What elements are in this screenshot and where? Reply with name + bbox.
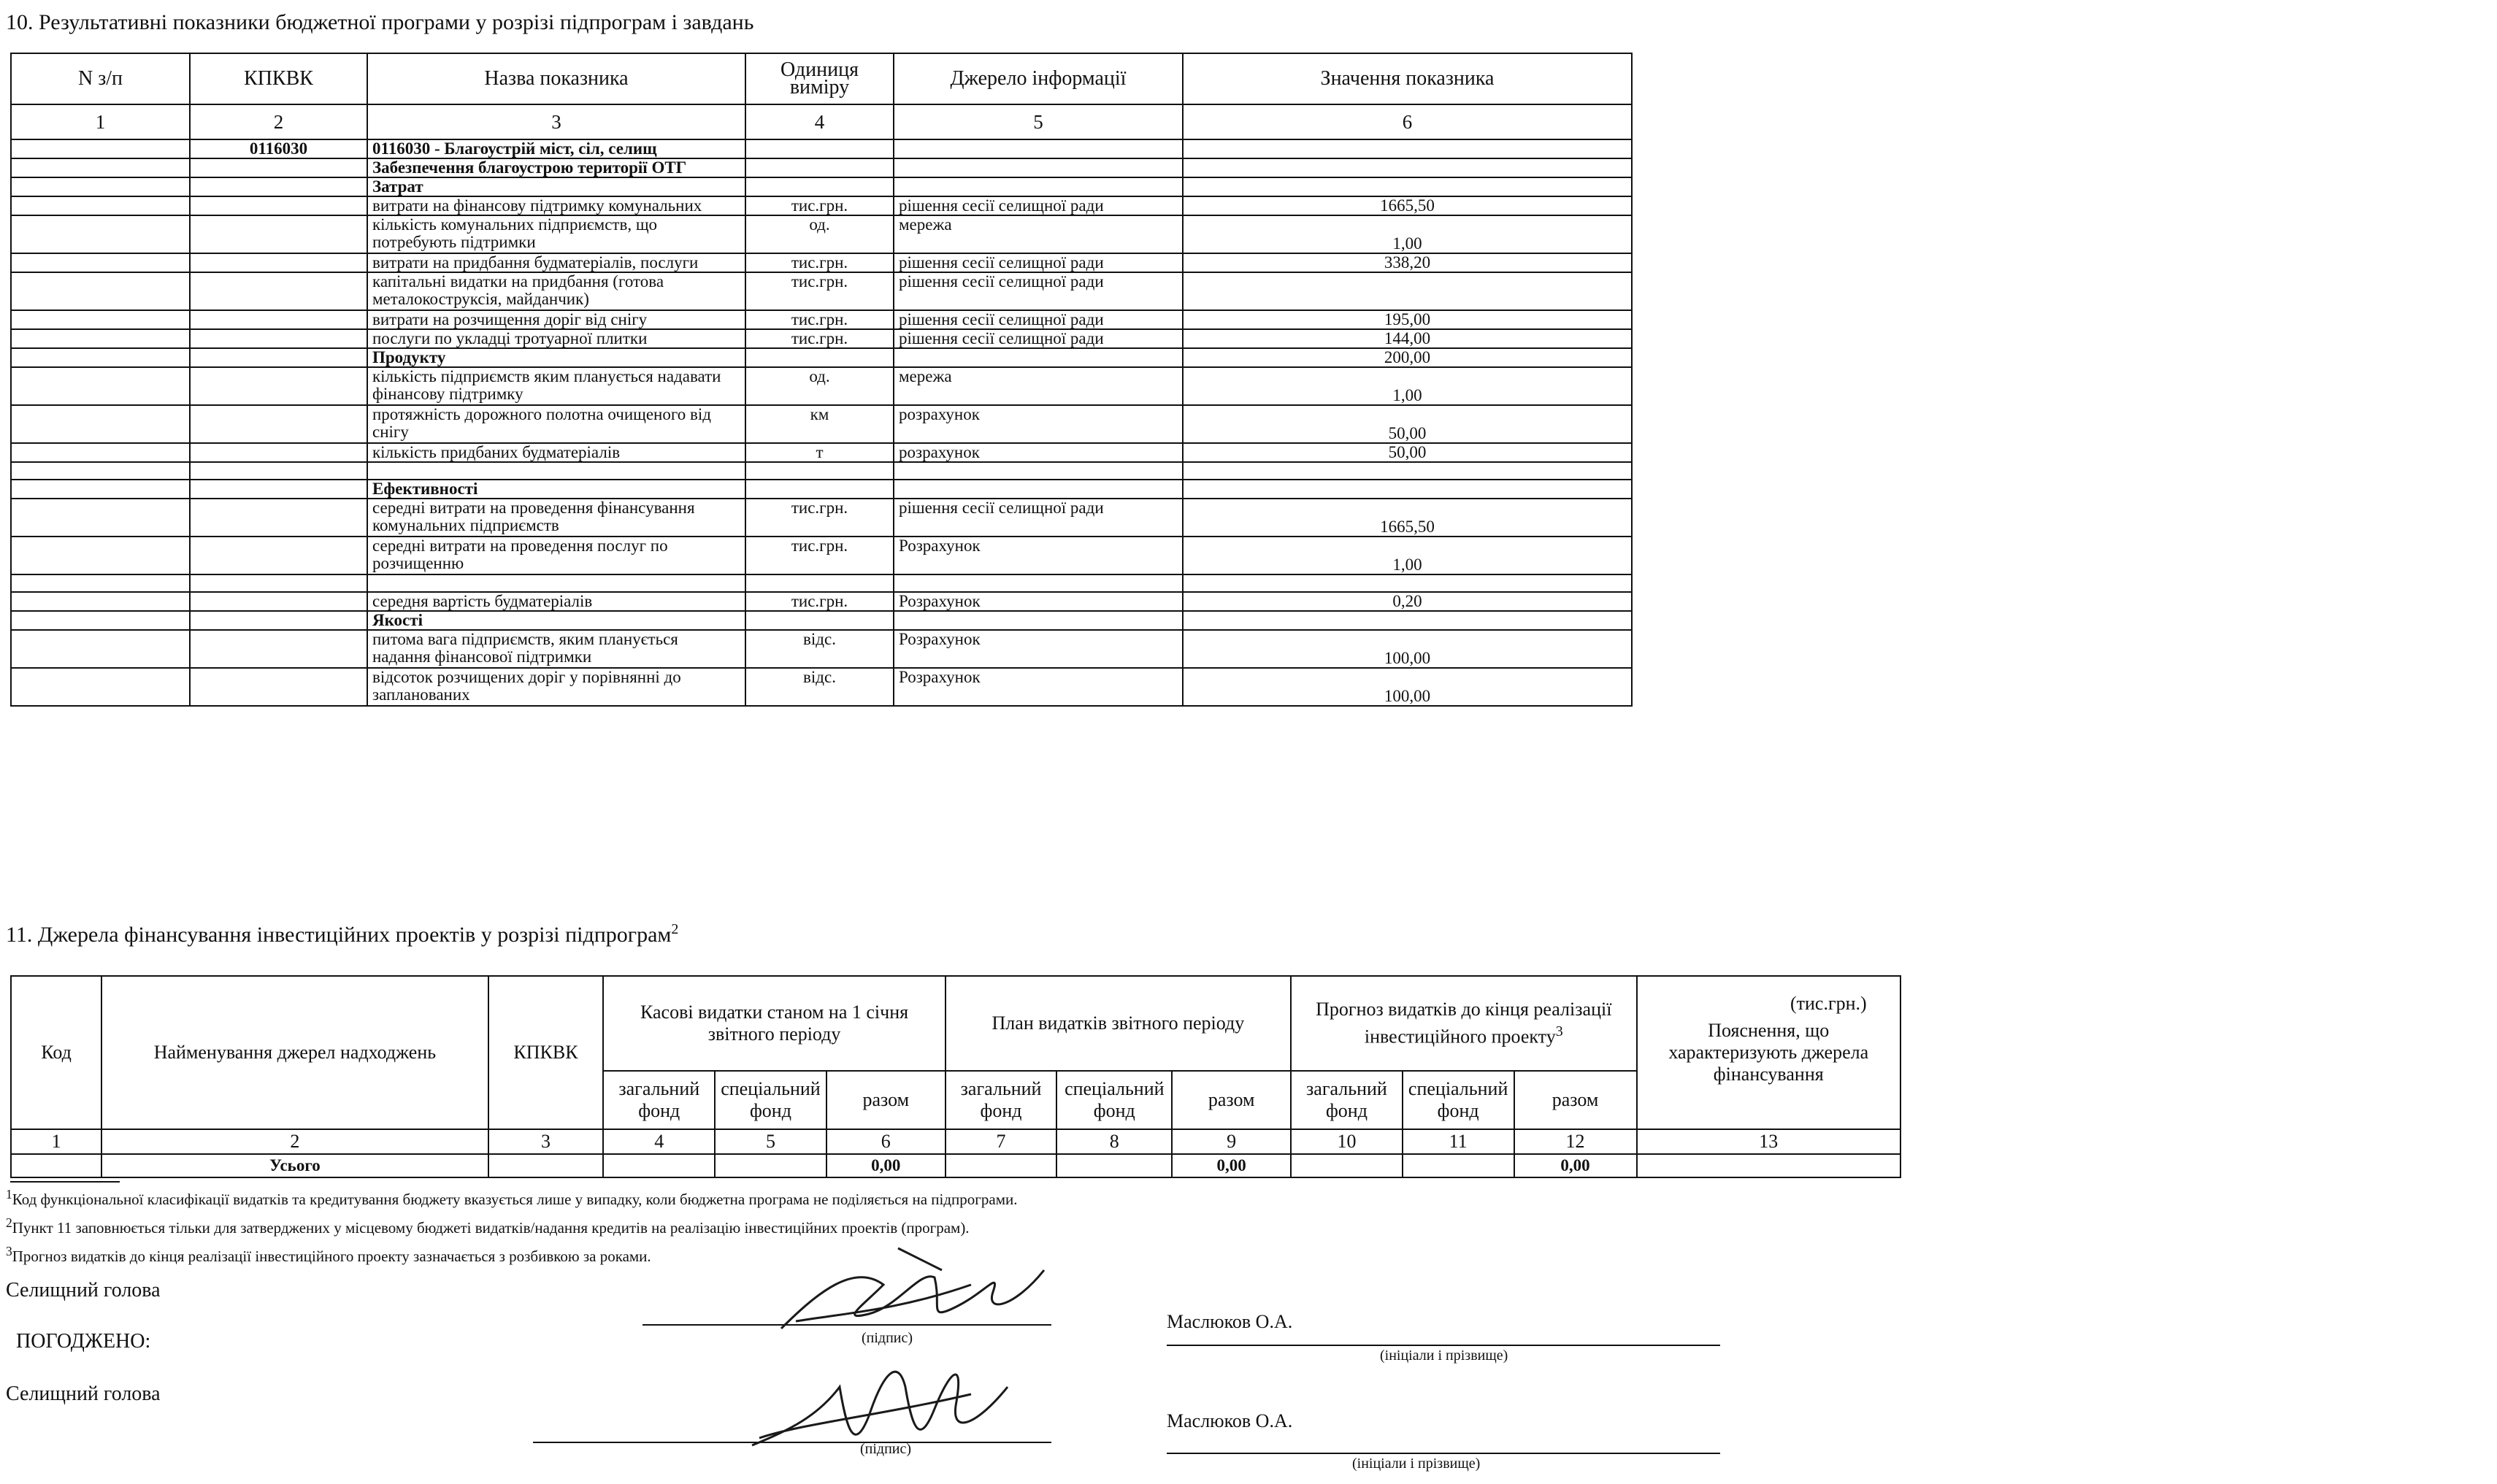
row-unit: тис.грн. bbox=[745, 253, 894, 272]
head2-title: Селищний голова bbox=[6, 1383, 161, 1405]
row-num bbox=[11, 499, 190, 537]
row-num bbox=[11, 668, 190, 706]
footnote-1: $^1$Код функціональної класифікації видатків та кредитування бюджету вказується лише у випадку, коли бюджетна програма не поділяється на підпрограми. bbox=[6, 1187, 1018, 1208]
initials-caption-1: (ініціали і прізвище) bbox=[1380, 1347, 1508, 1364]
row-source bbox=[894, 158, 1183, 177]
row-indicator-name: відсоток розчищених доріг у порівнянні до запланованих bbox=[367, 668, 745, 706]
row-value: 50,00 bbox=[1183, 443, 1632, 462]
row-kpkvk bbox=[190, 329, 367, 348]
header-code: Код bbox=[11, 976, 101, 1129]
head1-title: Селищний голова bbox=[6, 1279, 161, 1302]
row-num bbox=[11, 348, 190, 367]
row-value: 1665,50 bbox=[1183, 196, 1632, 215]
row-num bbox=[11, 537, 190, 574]
row-value: 1,00 bbox=[1183, 215, 1632, 253]
row-kpkvk bbox=[190, 348, 367, 367]
row-value: 100,00 bbox=[1183, 630, 1632, 668]
row-unit: км bbox=[745, 405, 894, 443]
name-line-1 bbox=[1167, 1345, 1720, 1346]
row-kpkvk bbox=[190, 499, 367, 537]
table-row bbox=[11, 592, 1632, 611]
row-num bbox=[11, 592, 190, 611]
row-kpkvk bbox=[190, 405, 367, 443]
row-indicator-name: Забезпечення благоустрою території ОТГ bbox=[367, 158, 745, 177]
col-number: 3 bbox=[488, 1129, 604, 1154]
forecast-total: 0,00 bbox=[1514, 1154, 1637, 1177]
row-indicator-name: кількість придбаних будматеріалів bbox=[367, 443, 745, 462]
table-row bbox=[11, 630, 1632, 668]
footnote-3: $^3$Прогноз видатків до кінця реалізації інвестиційного проекту зазначається з розбивкою за роками. bbox=[6, 1244, 651, 1265]
row-unit: од. bbox=[745, 367, 894, 405]
row-unit bbox=[745, 574, 894, 592]
header-total: разом bbox=[826, 1071, 946, 1129]
row-num bbox=[11, 630, 190, 668]
header-kpkvk: КПКВК bbox=[190, 53, 367, 104]
table-row bbox=[11, 329, 1632, 348]
row-indicator-name: питома вага підприємств, яким планується надання фінансової підтримки bbox=[367, 630, 745, 668]
row-kpkvk bbox=[190, 537, 367, 574]
row-indicator-name: середня вартість будматеріалів bbox=[367, 592, 745, 611]
row-indicator-name: Ефективності bbox=[367, 480, 745, 499]
col-number: 5 bbox=[894, 104, 1183, 139]
total-cell bbox=[1403, 1154, 1514, 1177]
col-number: 6 bbox=[826, 1129, 946, 1154]
approved-label: ПОГОДЖЕНО: bbox=[16, 1330, 151, 1353]
row-num bbox=[11, 574, 190, 592]
row-num bbox=[11, 443, 190, 462]
row-value bbox=[1183, 611, 1632, 630]
row-source bbox=[894, 574, 1183, 592]
row-indicator-name bbox=[367, 462, 745, 480]
row-unit: відс. bbox=[745, 630, 894, 668]
row-value bbox=[1183, 139, 1632, 158]
col-number: 12 bbox=[1514, 1129, 1637, 1154]
row-indicator-name bbox=[367, 574, 745, 592]
col-number: 10 bbox=[1291, 1129, 1403, 1154]
row-source: розрахунок bbox=[894, 443, 1183, 462]
performance-table bbox=[10, 53, 1633, 707]
row-num bbox=[11, 215, 190, 253]
row-indicator-name: Продукту bbox=[367, 348, 745, 367]
row-value bbox=[1183, 177, 1632, 196]
table-row bbox=[11, 574, 1632, 592]
row-kpkvk bbox=[190, 592, 367, 611]
col-number: 5 bbox=[715, 1129, 826, 1154]
row-kpkvk bbox=[190, 253, 367, 272]
row-indicator-name: Затрат bbox=[367, 177, 745, 196]
total-cell bbox=[1291, 1154, 1403, 1177]
row-indicator-name: витрати на розчищення доріг від снігу bbox=[367, 310, 745, 329]
total-cell bbox=[946, 1154, 1057, 1177]
row-unit bbox=[745, 480, 894, 499]
col-number: 1 bbox=[11, 104, 190, 139]
header-general-fund: загальний фонд bbox=[1291, 1071, 1403, 1129]
header-cash-expenses: Касові видатки станом на 1 січня звітного періоду bbox=[603, 976, 945, 1071]
plan-total: 0,00 bbox=[1172, 1154, 1291, 1177]
footnote-2: $^2$Пункт 11 заповнюється тільки для затверджених у місцевому бюджеті видатків/надання кредитів на реалізацію інвестиційних проектів (програм). bbox=[6, 1215, 970, 1237]
col-number: 9 bbox=[1172, 1129, 1291, 1154]
row-unit: тис.грн. bbox=[745, 272, 894, 310]
header-kpkvk: КПКВК bbox=[488, 976, 604, 1129]
col-number: 8 bbox=[1056, 1129, 1172, 1154]
signature-caption-2: (підпис) bbox=[860, 1441, 912, 1457]
row-kpkvk bbox=[190, 462, 367, 480]
row-kpkvk bbox=[190, 177, 367, 196]
row-indicator-name: кількість комунальних підприємств, що потребують підтримки bbox=[367, 215, 745, 253]
row-value: 50,00 bbox=[1183, 405, 1632, 443]
row-source: рішення сесії селищної ради bbox=[894, 329, 1183, 348]
row-kpkvk bbox=[190, 480, 367, 499]
row-unit bbox=[745, 158, 894, 177]
col-number: 1 bbox=[11, 1129, 101, 1154]
col-number: 3 bbox=[367, 104, 745, 139]
row-unit: тис.грн. bbox=[745, 196, 894, 215]
total-cell bbox=[11, 1154, 101, 1177]
name-1: Маслюков О.А. bbox=[1167, 1311, 1293, 1332]
table-row bbox=[11, 310, 1632, 329]
table-row bbox=[11, 158, 1632, 177]
row-unit: тис.грн. bbox=[745, 499, 894, 537]
row-indicator-name: кількість підприємств яким планується надавати фінансову підтримку bbox=[367, 367, 745, 405]
col-number: 7 bbox=[946, 1129, 1057, 1154]
row-unit: тис.грн. bbox=[745, 592, 894, 611]
row-num bbox=[11, 480, 190, 499]
header-total: разом bbox=[1514, 1071, 1637, 1129]
row-kpkvk bbox=[190, 574, 367, 592]
table-row bbox=[11, 215, 1632, 253]
row-unit bbox=[745, 348, 894, 367]
row-source: Розрахунок bbox=[894, 592, 1183, 611]
section10-title: 10. Результативні показники бюджетної програми у розрізі підпрограм і завдань bbox=[6, 10, 754, 34]
row-num bbox=[11, 310, 190, 329]
row-kpkvk bbox=[190, 310, 367, 329]
header-value: Значення показника bbox=[1183, 53, 1632, 104]
header-num: N з/п bbox=[11, 53, 190, 104]
row-value: 338,20 bbox=[1183, 253, 1632, 272]
row-num bbox=[11, 462, 190, 480]
row-unit: тис.грн. bbox=[745, 329, 894, 348]
header-explanation: Пояснення, що характеризують джерела фінансування bbox=[1637, 976, 1901, 1129]
row-indicator-name: витрати на фінансову підтримку комунальних bbox=[367, 196, 745, 215]
name-2: Маслюков О.А. bbox=[1167, 1410, 1293, 1431]
row-indicator-name: середні витрати на проведення фінансування комунальних підприємств bbox=[367, 499, 745, 537]
header-total: разом bbox=[1172, 1071, 1291, 1129]
header-source-name: Найменування джерел надходжень bbox=[101, 976, 488, 1129]
row-source: рішення сесії селищної ради bbox=[894, 196, 1183, 215]
header-forecast: Прогноз видатків до кінця реалізації інвестиційного проекту$^3$ bbox=[1291, 976, 1636, 1071]
row-indicator-name: протяжність дорожного полотна очищеного від снігу bbox=[367, 405, 745, 443]
row-kpkvk bbox=[190, 196, 367, 215]
name-line-2 bbox=[1167, 1453, 1720, 1454]
row-value: 1665,50 bbox=[1183, 499, 1632, 537]
table-row bbox=[11, 499, 1632, 537]
row-num bbox=[11, 611, 190, 630]
table-row bbox=[11, 196, 1632, 215]
cash-total: 0,00 bbox=[826, 1154, 946, 1177]
row-kpkvk: 0116030 bbox=[190, 139, 367, 158]
header-plan-expenses: План видатків звітного періоду bbox=[946, 976, 1291, 1071]
row-source bbox=[894, 139, 1183, 158]
total-cell bbox=[488, 1154, 604, 1177]
table-row bbox=[11, 348, 1632, 367]
row-kpkvk bbox=[190, 272, 367, 310]
header-source: Джерело інформації bbox=[894, 53, 1183, 104]
total-label: Усього bbox=[101, 1154, 488, 1177]
table-row bbox=[11, 668, 1632, 706]
row-value: 200,00 bbox=[1183, 348, 1632, 367]
row-source: рішення сесії селищної ради bbox=[894, 310, 1183, 329]
row-unit bbox=[745, 462, 894, 480]
header-unit: Одиниця виміру bbox=[745, 53, 894, 104]
row-num bbox=[11, 253, 190, 272]
signature-image-1 bbox=[752, 1241, 1073, 1343]
row-indicator-name: капітальні видатки на придбання (готова металокоструксія, майданчик) bbox=[367, 272, 745, 310]
row-value: 1,00 bbox=[1183, 367, 1632, 405]
row-source: Розрахунок bbox=[894, 630, 1183, 668]
total-cell bbox=[1056, 1154, 1172, 1177]
total-cell bbox=[603, 1154, 715, 1177]
row-source bbox=[894, 462, 1183, 480]
row-unit bbox=[745, 177, 894, 196]
row-num bbox=[11, 367, 190, 405]
row-source: Розрахунок bbox=[894, 668, 1183, 706]
row-num bbox=[11, 139, 190, 158]
table-row bbox=[11, 480, 1632, 499]
table-row bbox=[11, 611, 1632, 630]
row-unit bbox=[745, 611, 894, 630]
table-row bbox=[11, 462, 1632, 480]
row-value bbox=[1183, 158, 1632, 177]
row-source: рішення сесії селищної ради bbox=[894, 272, 1183, 310]
header-general-fund: загальний фонд bbox=[603, 1071, 715, 1129]
row-value bbox=[1183, 480, 1632, 499]
row-kpkvk bbox=[190, 215, 367, 253]
section11-title: 11. Джерела фінансування інвестиційних проектів у розрізі підпрограм$^2$ bbox=[6, 921, 679, 947]
col-number: 11 bbox=[1403, 1129, 1514, 1154]
initials-caption-2: (ініціали і прізвище) bbox=[1352, 1456, 1481, 1472]
row-source bbox=[894, 177, 1183, 196]
header-special-fund: спеціальний фонд bbox=[1056, 1071, 1172, 1129]
row-unit: тис.грн. bbox=[745, 537, 894, 574]
signature-caption-1: (підпис) bbox=[862, 1330, 913, 1346]
table-row bbox=[11, 443, 1632, 462]
row-source: рішення сесії селищної ради bbox=[894, 499, 1183, 537]
row-unit: од. bbox=[745, 215, 894, 253]
row-source bbox=[894, 480, 1183, 499]
row-source bbox=[894, 611, 1183, 630]
row-unit bbox=[745, 139, 894, 158]
header-special-fund: спеціальний фонд bbox=[715, 1071, 826, 1129]
row-kpkvk bbox=[190, 630, 367, 668]
row-unit: т bbox=[745, 443, 894, 462]
row-unit: тис.грн. bbox=[745, 310, 894, 329]
row-kpkvk bbox=[190, 158, 367, 177]
col-number: 2 bbox=[101, 1129, 488, 1154]
table-row bbox=[11, 253, 1632, 272]
row-indicator-name: послуги по укладці тротуарної плитки bbox=[367, 329, 745, 348]
row-value bbox=[1183, 272, 1632, 310]
row-source bbox=[894, 348, 1183, 367]
row-value bbox=[1183, 462, 1632, 480]
table-row bbox=[11, 367, 1632, 405]
row-value: 144,00 bbox=[1183, 329, 1632, 348]
table-row bbox=[11, 537, 1632, 574]
row-num bbox=[11, 329, 190, 348]
header-indicator-name: Назва показника bbox=[367, 53, 745, 104]
table-row bbox=[11, 272, 1632, 310]
header-special-fund: спеціальний фонд bbox=[1403, 1071, 1514, 1129]
row-unit: відс. bbox=[745, 668, 894, 706]
table-row bbox=[11, 139, 1632, 158]
row-kpkvk bbox=[190, 443, 367, 462]
col-number: 2 bbox=[190, 104, 367, 139]
col-number: 6 bbox=[1183, 104, 1632, 139]
row-num bbox=[11, 196, 190, 215]
col-number: 4 bbox=[745, 104, 894, 139]
row-indicator-name: 0116030 - Благоустрій міст, сіл, селищ bbox=[367, 139, 745, 158]
row-num bbox=[11, 405, 190, 443]
row-source: мережа bbox=[894, 215, 1183, 253]
row-num bbox=[11, 177, 190, 196]
row-indicator-name: Якості bbox=[367, 611, 745, 630]
row-source: мережа bbox=[894, 367, 1183, 405]
row-indicator-name: витрати на придбання будматеріалів, послуги bbox=[367, 253, 745, 272]
signature-image-2 bbox=[730, 1343, 1037, 1460]
total-cell bbox=[715, 1154, 826, 1177]
header-general-fund: загальний фонд bbox=[946, 1071, 1057, 1129]
col-number: 13 bbox=[1637, 1129, 1901, 1154]
row-value: 195,00 bbox=[1183, 310, 1632, 329]
row-value: 100,00 bbox=[1183, 668, 1632, 706]
table-row bbox=[11, 405, 1632, 443]
row-indicator-name: середні витрати на проведення послуг по розчищенню bbox=[367, 537, 745, 574]
row-source: Розрахунок bbox=[894, 537, 1183, 574]
total-cell bbox=[1637, 1154, 1901, 1177]
currency-note: (тис.грн.) bbox=[1790, 993, 1867, 1014]
row-source: рішення сесії селищної ради bbox=[894, 253, 1183, 272]
row-num bbox=[11, 272, 190, 310]
row-value: 1,00 bbox=[1183, 537, 1632, 574]
row-kpkvk bbox=[190, 367, 367, 405]
row-num bbox=[11, 158, 190, 177]
row-source: розрахунок bbox=[894, 405, 1183, 443]
row-kpkvk bbox=[190, 611, 367, 630]
row-value: 0,20 bbox=[1183, 592, 1632, 611]
investment-sources-table bbox=[10, 975, 1901, 1178]
row-kpkvk bbox=[190, 668, 367, 706]
row-value bbox=[1183, 574, 1632, 592]
col-number: 4 bbox=[603, 1129, 715, 1154]
table-row bbox=[11, 177, 1632, 196]
